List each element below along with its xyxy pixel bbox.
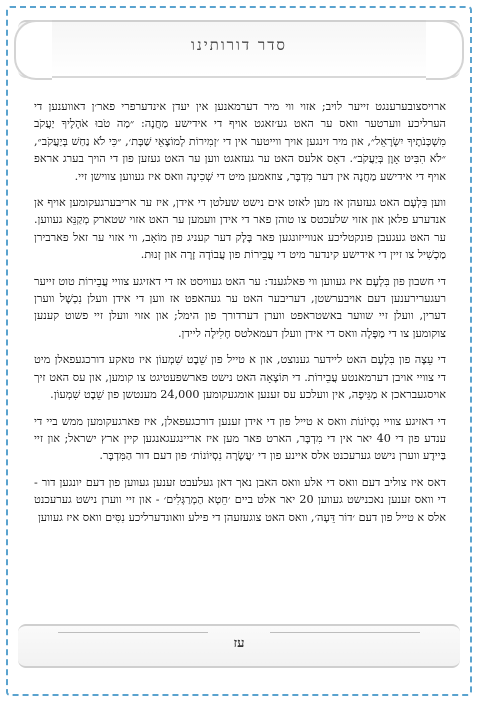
text-body [34,98,446,535]
page-number: עז [233,636,245,651]
paragraph: די דאזיגע צוויי נִסְיוֹנוֹת וואס א טייל פון די אידן זענען דורכגעפאלן, איז פארגעקומען ממש ביי די ענדע פון די 40 יאר אין די מִדְבָּר, הארט פאר מען איז אריינגעגאנגען קיין ארץ ישראל; און זיי בַּיידֶע ווערן נישט גערעכנט אלס איינע פון די ׳עֲשָׂרָה נִסְיוֹנוֹת׳ פון דעם דור הַמִּדְבָּר. [34,414,446,463]
page-footer [18,624,460,668]
book-title: סדר דורותינו [191,36,287,54]
page-header [18,20,460,78]
paragraph: די חשבון פון בִּלְעָם איז געווען ווי פאלגענד: ער האט געוויסט אז די דאזיגע צוויי עֲבֵירוֹת טוט זייער רעגערירענען דעם אויבערשטן, דעריבער האט ער געהאפט אז ווען די אידן וועלן נִכְשָׁל ווערן דערין, וועלן זיי שווער באשטראפט ווערן דערדורך פון הימל; און אזוי וועלן זיי פשוט קענען צוקומען צו די מַפָּלָה וואס די אידן וועלן דעמאלטס חָלִילָה ליידן. [34,274,446,340]
paragraph: ווען בִּלְעָם האט געזעהן אז מען לאזט אים נישט שעלטן די אידן, איז ער אריבערגעקומען אויף אן אנדערע פלאן און אזוי שלעכטס צו טוהן פאר די אידן וועמען ער האט אזוי שטארק מְקַנֵּא געווען. ער האט געגעבן פונקטליכע אנווייזונגען פאר בָּלָק דער קעניג פון מוֹאָב, ווי אזוי ער זאל פארבירן מַכְשִׁיל צו זיין די אידישע קינדער מיט די עֲבֵירוֹת פון עֲבוֹדָה זָרָה און זְנוּת. [34,196,446,262]
paragraph: ארויסצובערענגט זייער לויב; אזוי ווי מיר דערמאנען אין יעדן אינדערפרי פאר׳ן דאווענען די הערליכע ווערטער וואס ער האט גע׳זאגט אויף די אידישע מַחֲנָה: ״מַה טֹבוּ אֹהָלֶיךָ יַעֲקֹב מִשְׁכְּנֹתֶיךָ יִשְׂרָאֵל״, און מיר זינגען אויך ווייטער אין די ׳זְמִירוֹת לְמוֹצָאֵי שַׁבָּת׳, ״כִּי לֹא נַחַשׁ בְּיַעֲקֹב״, ״לֹא הִבִּיט אָוֶן בְּיַעֲקֹב״. דאָס אלעס האט ער געזאגט ווען ער האט געזען פון די הויך בערג אראפ אויף די אידישע מַחֲנָה אין דער מִדְבָּר, צוזאמען מיט די שְׁכִינָה וואס איז געווען צווישן זיי. [34,100,446,183]
paragraph: די עֵצָה פון בִּלְעָם האט ליידער גענוצט, און א טייל פון שֵׁבֶט שִׁמְעוֹן איז טאקע דורכגעפאלן מיט די צוויי אויבן דערמאנטע עֲבֵירוֹת. די תּוֹצָאָה האט נישט פארשפעטיגט צו קומען, און עס האט זיך אויסגעבראכן א מַגֵּיפָה, אין וועלכע עס זענען אומגעקומען 24,000 מענטשן פון שֵׁבֶט שִׁמְעוֹן. [34,353,446,402]
paragraph: דאס איז צוליב דעם וואס די אלע וואס האבן נאך דאן געלעבט זענען געווען פון דעם יונגען דור - די וואס זענען נאכנישט געווען 20 יאר אלט ביים ׳חֵטְא הַמְרַגְּלִים׳ - און זיי ווערן נישט גערעכנט אלס א טייל פון דעם ׳דוֹר דֵּעָה׳, וואס האט צוגעזעהן די פילע וואונדערליכע נִסִּים וואס איז געווען [34,475,446,524]
